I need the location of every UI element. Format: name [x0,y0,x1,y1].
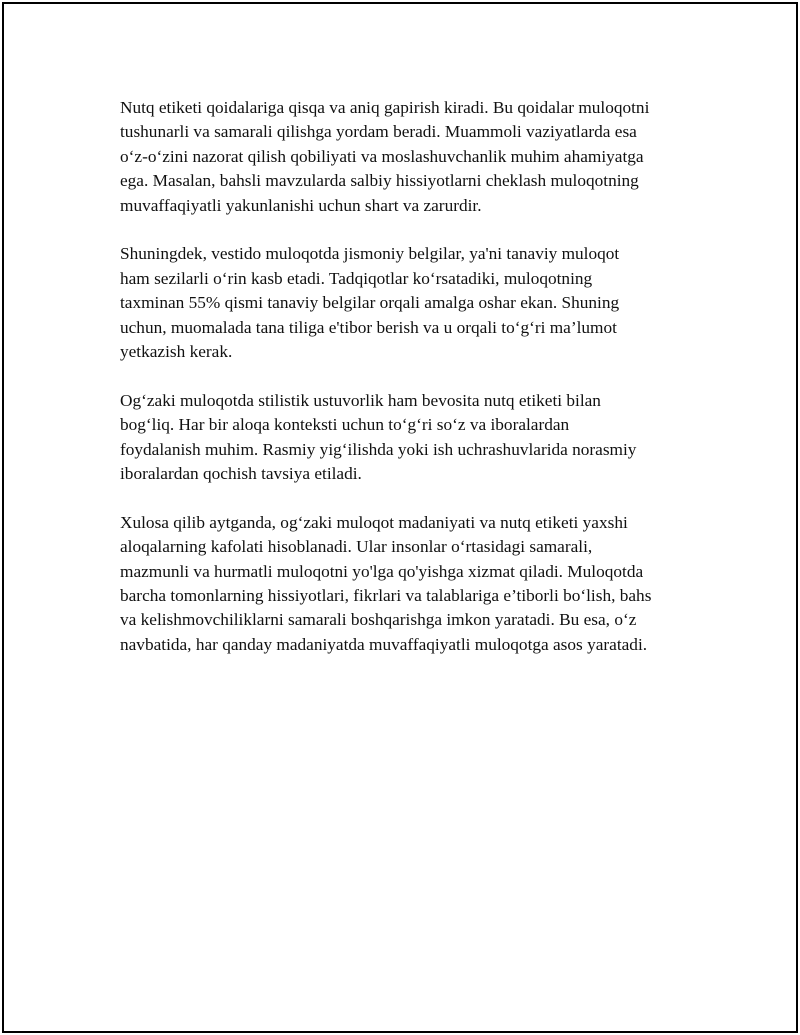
text-line: o‘z-o‘zini nazorat qilish qobiliyati va moslashuvchanlik muhim ahamiyatga [120,146,644,166]
document-body [120,96,700,682]
page-frame [2,2,798,1033]
text-line: yetkazish kerak. [120,342,233,362]
text-line: aloqalarning kafolati hisoblanadi. Ular insonlar o‘rtasidagi samarali, [120,537,593,557]
text-line: uchun, muomalada tana tiliga e'tibor berish va u orqali to‘g‘ri ma’lumot [120,317,617,337]
paragraph-3 [120,389,700,487]
text-line: muvaffaqiyatli yakunlanishi uchun shart va zarurdir. [120,195,482,215]
text-line: mazmunli va hurmatli muloqotni yo'lga qo'yishga xizmat qiladi. Muloqotda [120,561,644,581]
paragraph-1 [120,96,700,218]
text-line: foydalanish muhim. Rasmiy yig‘ilishda yoki ish uchrashuvlarida norasmiy [120,439,637,459]
text-line: barcha tomonlarning hissiyotlari, fikrlari va talablariga e’tiborli bo‘lish, bahs [120,586,652,606]
paragraph-2 [120,242,700,364]
text-line: Og‘zaki muloqotda stilistik ustuvorlik ham bevosita nutq etiketi bilan [120,390,601,410]
text-line: ega. Masalan, bahsli mavzularda salbiy hissiyotlarni cheklash muloqotning [120,171,639,191]
text-line: Xulosa qilib aytganda, og‘zaki muloqot madaniyati va nutq etiketi yaxshi [120,512,628,532]
text-line: taxminan 55% qismi tanaviy belgilar orqali amalga oshar ekan. Shuning [120,293,620,313]
text-line: navbatida, har qanday madaniyatda muvaffaqiyatli muloqotga asos yaratadi. [120,634,648,654]
text-line: iboralardan qochish tavsiya etiladi. [120,464,362,484]
text-line: bog‘liq. Har bir aloqa konteksti uchun to‘g‘ri so‘z va iboralardan [120,415,570,435]
text-line: ham sezilarli o‘rin kasb etadi. Tadqiqotlar ko‘rsatadiki, muloqotning [120,268,593,288]
paragraph-4 [120,511,700,657]
text-line: Nutq etiketi qoidalariga qisqa va aniq gapirish kiradi. Bu qoidalar muloqotni [120,98,650,117]
text-line: tushunarli va samarali qilishga yordam beradi. Muammoli vaziyatlarda esa [120,122,637,142]
text-line: Shuningdek, vestido muloqotda jismoniy belgilar, ya'ni tanaviy muloqot [120,244,620,264]
text-line: va kelishmovchiliklarni samarali boshqarishga imkon yaratadi. Bu esa, o‘z [120,610,637,630]
